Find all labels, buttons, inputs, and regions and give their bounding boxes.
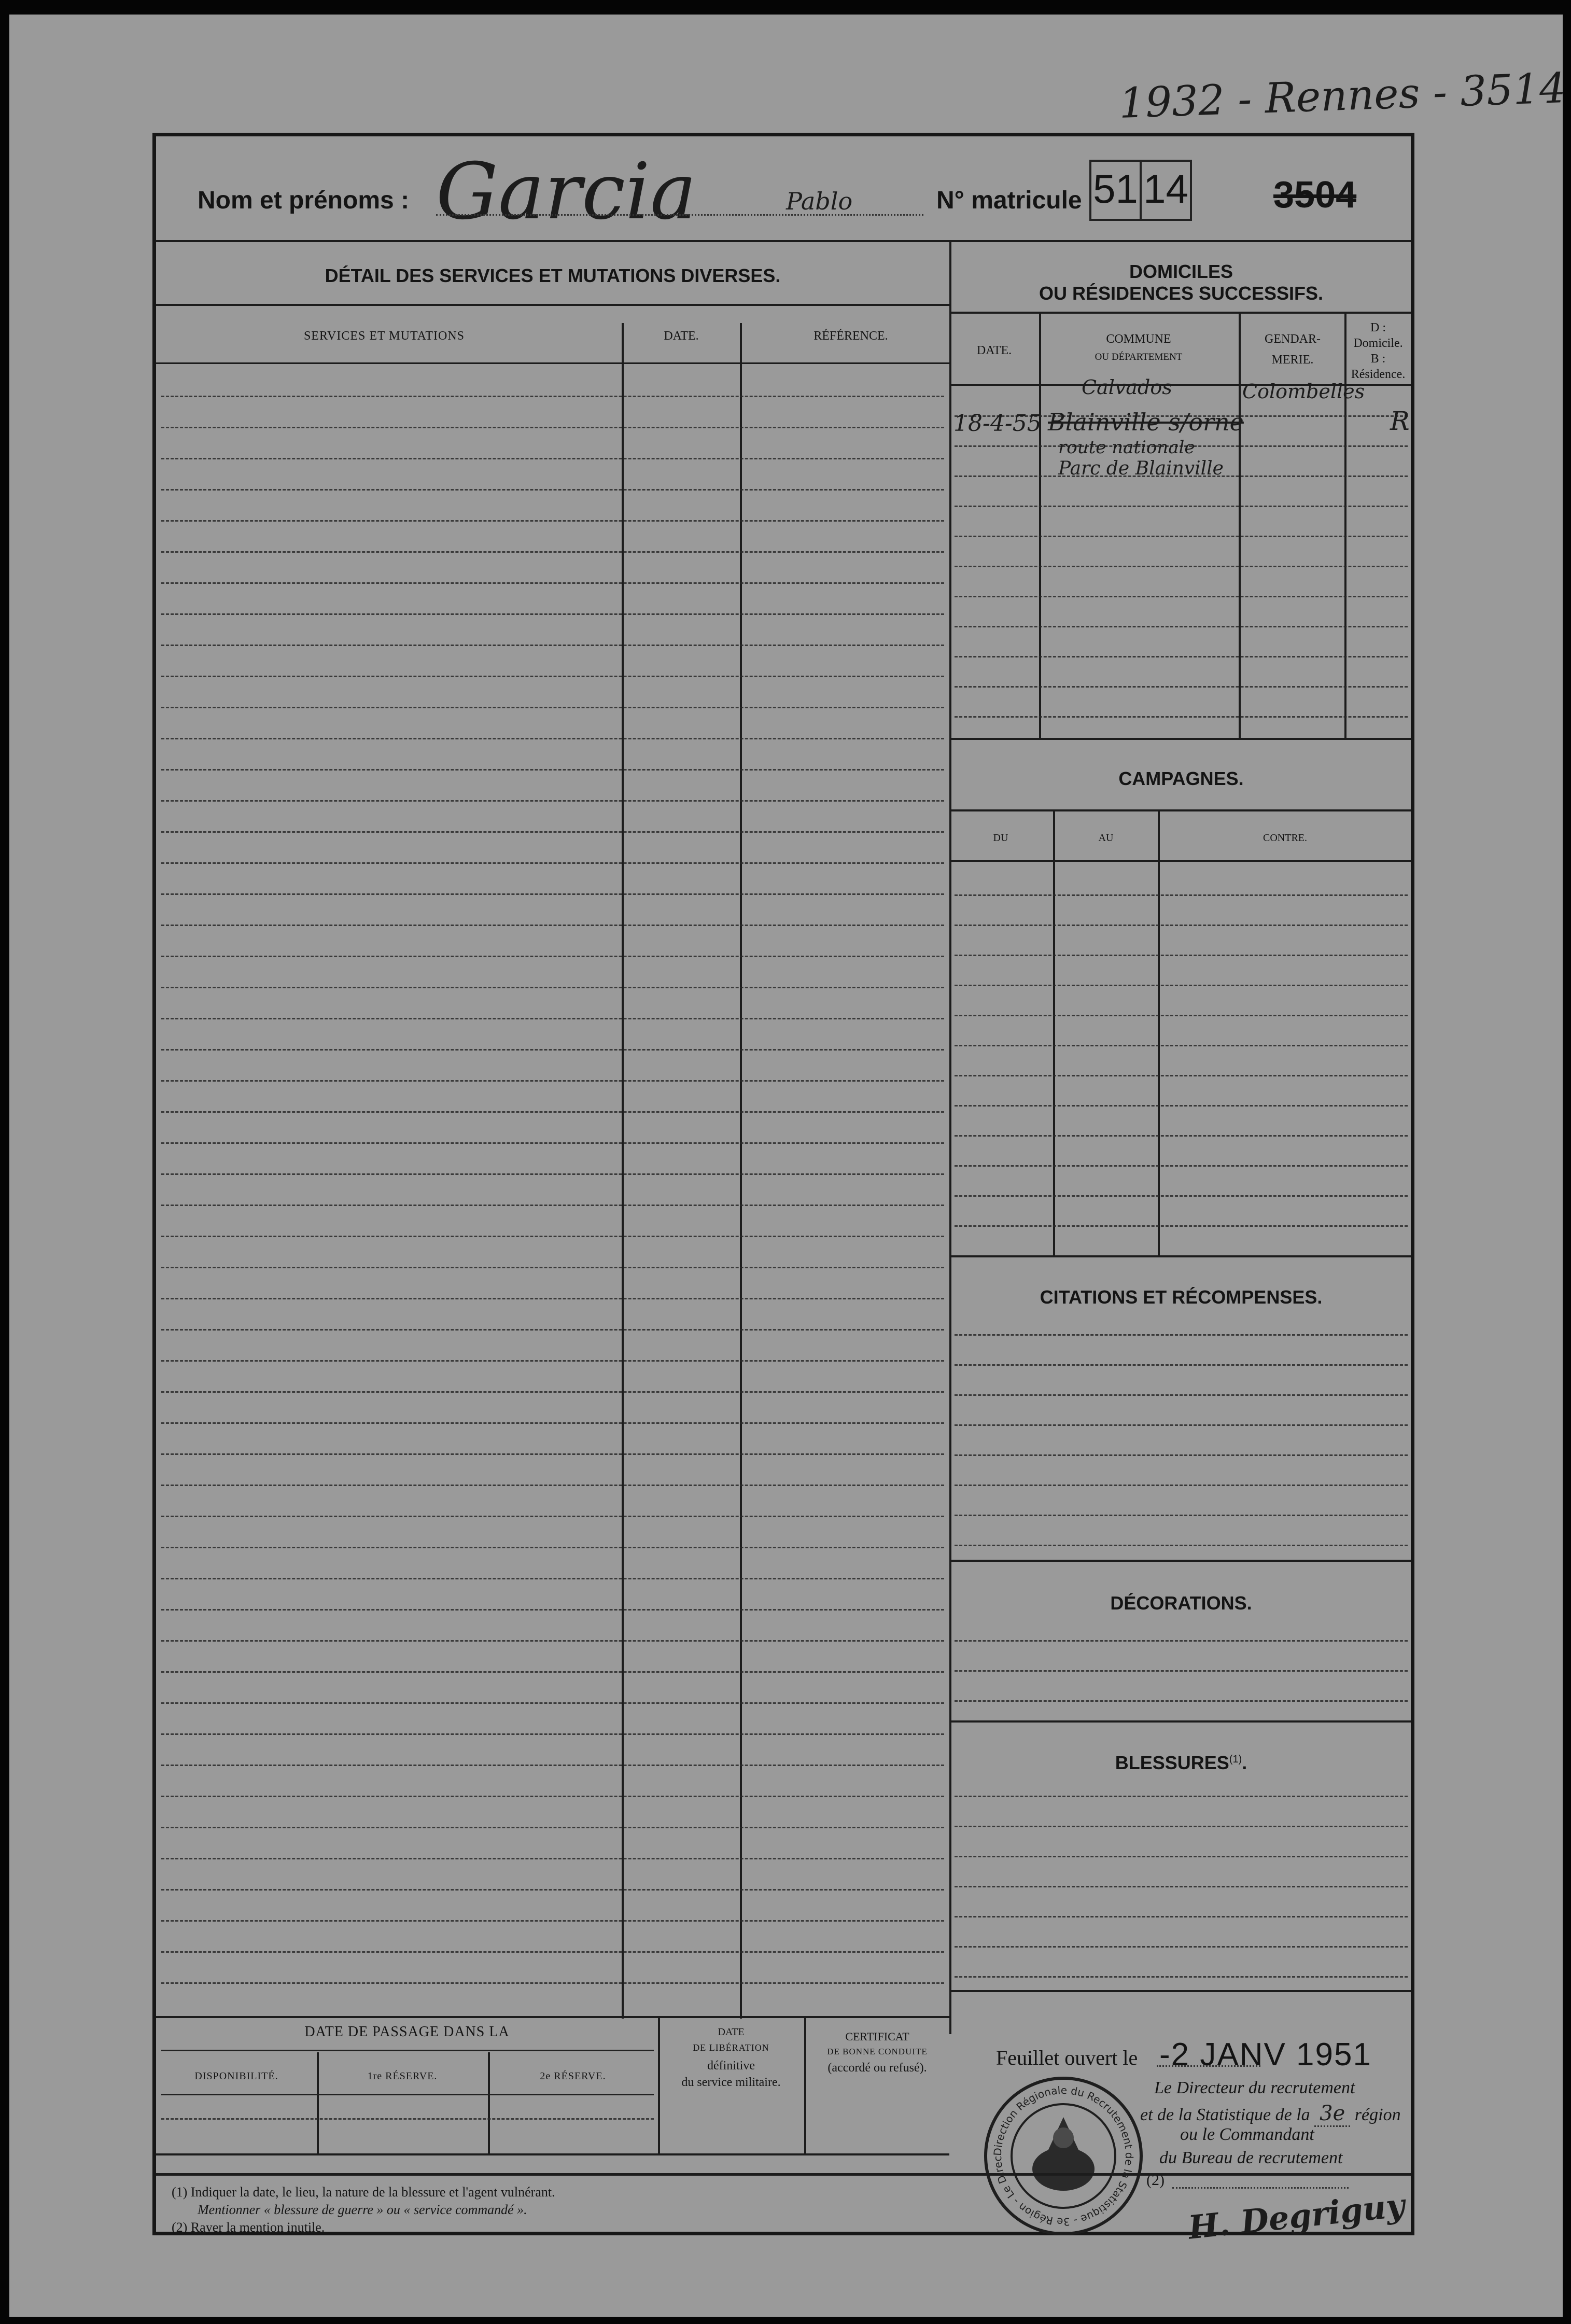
ruled-line	[161, 1982, 944, 1984]
ruled-line	[955, 1640, 1408, 1642]
services-col-reference: RÉFÉRENCE.	[813, 329, 888, 343]
ruled-line	[955, 1045, 1408, 1046]
campagnes-col-au: AU	[1098, 832, 1114, 844]
domiciles-title-1: DOMICILES	[1129, 261, 1233, 282]
passage-col-reserve2: 2e RÉSERVE.	[540, 2070, 606, 2082]
corner-annotation: 1932 - Rennes - 3514	[1118, 63, 1567, 128]
ruled-line	[955, 506, 1408, 507]
sig-line-5-dots	[1172, 2187, 1349, 2189]
ruled-line	[161, 1951, 944, 1953]
passage-liberation-2: DE LIBÉRATION	[693, 2042, 769, 2053]
ruled-line	[955, 1424, 1408, 1426]
ruled-line	[161, 1298, 944, 1299]
ruled-line	[955, 1916, 1408, 1917]
form-frame	[152, 133, 1414, 2247]
blessures-suffix: .	[1242, 1752, 1247, 1773]
domiciles-title-2: OU RÉSIDENCES SUCCESSIFS.	[1039, 283, 1324, 304]
sig-line-5: (2)	[1146, 2172, 1165, 2189]
domicile-address-1: route nationale	[1058, 437, 1195, 458]
ruled-line	[161, 645, 944, 646]
domiciles-col-gendarmerie-2: MERIE.	[1271, 353, 1314, 367]
ruled-line	[161, 1547, 944, 1548]
ruled-line	[955, 1105, 1408, 1107]
blessures-title-text: BLESSURES	[1115, 1752, 1229, 1773]
passage-certificat-3: (accordé ou refusé).	[827, 2061, 927, 2075]
domiciles-col-dr-1: D :	[1370, 321, 1386, 334]
campagnes-col-contre: CONTRE.	[1263, 832, 1307, 844]
campagnes-title: CAMPAGNES.	[1118, 768, 1244, 789]
ruled-line	[955, 1195, 1408, 1197]
feuillet-label: Feuillet ouvert le	[996, 2046, 1138, 2069]
ruled-line	[161, 893, 944, 895]
passage-title-rule	[161, 2050, 654, 2051]
domiciles-col-commune-1: COMMUNE	[1106, 332, 1171, 346]
ruled-line	[955, 566, 1408, 567]
ruled-line	[955, 985, 1408, 986]
ruled-line	[161, 769, 944, 771]
services-col-date: DATE.	[664, 329, 699, 343]
stamp-text: Direction Régionale du Recrutement de la Statistique - 3e Région - Le Direc	[991, 2083, 1136, 2229]
ruled-line	[955, 1454, 1408, 1456]
ruled-line	[161, 1205, 944, 1206]
matricule-box-a: 51	[1091, 162, 1142, 219]
ruled-line	[161, 1453, 944, 1455]
ruled-line	[955, 1826, 1408, 1827]
matricule-box-b: 14	[1143, 166, 1188, 212]
ruled-line	[161, 1516, 944, 1517]
ruled-line	[955, 1485, 1408, 1486]
record-sheet	[9, 15, 1567, 2317]
ruled-line	[161, 1858, 944, 1859]
ruled-line	[955, 686, 1408, 688]
ruled-line	[161, 1671, 944, 1673]
ruled-line	[161, 1049, 944, 1051]
ruled-line	[161, 1111, 944, 1113]
ruled-line	[955, 1545, 1408, 1546]
ruled-line	[161, 1080, 944, 1082]
ruled-line	[161, 987, 944, 988]
ruled-line	[161, 1485, 944, 1486]
passage-liberation-4: du service militaire.	[681, 2076, 781, 2089]
ruled-line	[161, 800, 944, 802]
ruled-line	[161, 1422, 944, 1424]
passage-liberation-3: définitive	[707, 2059, 755, 2073]
ruled-line	[161, 1609, 944, 1611]
ruled-line	[161, 1329, 944, 1331]
ruled-line	[161, 489, 944, 491]
matricule-box	[1089, 160, 1192, 221]
matricule-label: N° matricule	[936, 187, 1082, 214]
citations-title: CITATIONS ET RÉCOMPENSES.	[1040, 1286, 1323, 1308]
stamp-seal-icon	[980, 2073, 1146, 2239]
ruled-line	[955, 1515, 1408, 1516]
ruled-line	[955, 716, 1408, 718]
sig-line-2-a: et de la Statistique de la	[1140, 2105, 1310, 2124]
ruled-line	[955, 1946, 1408, 1948]
ruled-line	[955, 1700, 1408, 1702]
domicile-date: 18-4-55	[953, 410, 1042, 437]
ruled-line	[955, 1334, 1408, 1336]
sig-line-2-region: 3e	[1314, 2102, 1350, 2127]
ruled-line	[955, 1796, 1408, 1797]
matricule-number: 3504	[1273, 174, 1357, 216]
ruled-line	[955, 536, 1408, 537]
ruled-line	[161, 1765, 944, 1766]
ruled-line	[161, 1796, 944, 1797]
ruled-line	[161, 582, 944, 584]
feuillet-date-underline	[1157, 2065, 1260, 2067]
domicile-dr: R	[1390, 406, 1410, 436]
ruled-line	[161, 925, 944, 926]
ruled-line	[161, 1018, 944, 1019]
passage-certificat-2: DE BONNE CONDUITE	[827, 2047, 928, 2056]
domiciles-col-commune-2: OU DÉPARTEMENT	[1095, 352, 1183, 362]
domiciles-col-dr-4: Résidence.	[1351, 368, 1406, 381]
ruled-line	[955, 596, 1408, 597]
official-stamp	[980, 2073, 1146, 2239]
ruled-line	[161, 613, 944, 615]
domiciles-col-gendarmerie-1: GENDAR-	[1265, 332, 1321, 346]
domicile-dept: Calvados	[1082, 376, 1172, 399]
ruled-line	[161, 676, 944, 677]
ruled-line	[955, 925, 1408, 926]
sig-line-4: du Bureau de recrutement	[1159, 2148, 1343, 2167]
ruled-line	[161, 1391, 944, 1393]
ruled-line	[955, 1886, 1408, 1887]
surname-handwritten: Garcia	[436, 147, 697, 237]
ruled-line	[161, 1889, 944, 1891]
ruled-line	[955, 1225, 1408, 1227]
name-label: Nom et prénoms :	[198, 187, 410, 214]
ruled-line	[161, 1360, 944, 1362]
ruled-line	[955, 1394, 1408, 1396]
footnote-1a: (1) Indiquer la date, le lieu, la nature de la blessure et l'agent vulnérant.	[172, 2185, 555, 2200]
footnote-1b: Mentionner « blessure de guerre » ou « service commandé ».	[198, 2202, 527, 2217]
ruled-line	[161, 1142, 944, 1144]
services-col-services: SERVICES ET MUTATIONS	[303, 329, 465, 343]
ruled-line	[161, 1733, 944, 1735]
footnote-2: (2) Rayer la mention inutile.	[172, 2220, 325, 2235]
ruled-line	[955, 1015, 1408, 1016]
domicile-commune: Blainville s/orne	[1048, 408, 1244, 436]
ruled-line	[161, 862, 944, 864]
ruled-line	[161, 1236, 944, 1237]
ruled-line	[955, 1856, 1408, 1857]
ruled-line	[161, 427, 944, 428]
ruled-line	[161, 1827, 944, 1828]
ruled-line	[161, 396, 944, 397]
ruled-line	[955, 1075, 1408, 1076]
ruled-line	[955, 1364, 1408, 1366]
ruled-line	[161, 1173, 944, 1175]
passage-col-reserve1: 1re RÉSERVE.	[367, 2070, 438, 2082]
blessures-note-ref: (1)	[1229, 1754, 1242, 1765]
domicile-address-2: Parc de Blainville	[1058, 458, 1224, 479]
ruled-line	[161, 1578, 944, 1579]
ruled-line	[955, 626, 1408, 627]
passage-col-disponibilite: DISPONIBILITÉ.	[194, 2070, 278, 2082]
domiciles-col-date: DATE.	[976, 344, 1012, 357]
passage-liberation-1: DATE	[718, 2026, 745, 2038]
ruled-line	[161, 1920, 944, 1922]
ruled-line	[161, 1702, 944, 1704]
campagnes-col-du: DU	[993, 832, 1008, 844]
sig-line-1: Le Directeur du recrutement	[1154, 2078, 1355, 2097]
ruled-line	[161, 1267, 944, 1268]
ruled-line	[161, 520, 944, 522]
domiciles-col-dr-3: B :	[1370, 352, 1386, 366]
feuillet-date: -2 JANV 1951	[1159, 2037, 1372, 2073]
name-underline	[436, 214, 923, 216]
ruled-line	[955, 1165, 1408, 1167]
ruled-line	[161, 707, 944, 708]
ruled-line	[161, 831, 944, 833]
ruled-line	[161, 551, 944, 553]
given-names-handwritten: Pablo	[786, 187, 853, 215]
ruled-line	[955, 656, 1408, 657]
ruled-line	[955, 894, 1408, 896]
blessures-title	[951, 1752, 1411, 1774]
passage-title: DATE DE PASSAGE DANS LA	[304, 2024, 510, 2040]
domicile-gendarmerie: Colombelles	[1242, 380, 1365, 403]
sig-line-2	[1140, 2102, 1401, 2125]
domiciles-col-dr-2: Domicile.	[1353, 337, 1403, 350]
ruled-line	[955, 1976, 1408, 1978]
sig-line-2-b: région	[1354, 2105, 1401, 2124]
ruled-line	[161, 738, 944, 739]
services-title: DÉTAIL DES SERVICES ET MUTATIONS DIVERSES.	[325, 265, 781, 286]
ruled-line	[161, 1640, 944, 1642]
ruled-line	[161, 458, 944, 459]
ruled-line	[955, 955, 1408, 956]
passage-certificat-1: CERTIFICAT	[845, 2030, 909, 2043]
sig-line-3: ou le Commandant	[1180, 2125, 1314, 2144]
signature: H. Degriguy	[1186, 2186, 1407, 2247]
ruled-line	[955, 1135, 1408, 1137]
ruled-line	[955, 1670, 1408, 1672]
decorations-title: DÉCORATIONS.	[1110, 1592, 1252, 1614]
ruled-line	[161, 956, 944, 957]
